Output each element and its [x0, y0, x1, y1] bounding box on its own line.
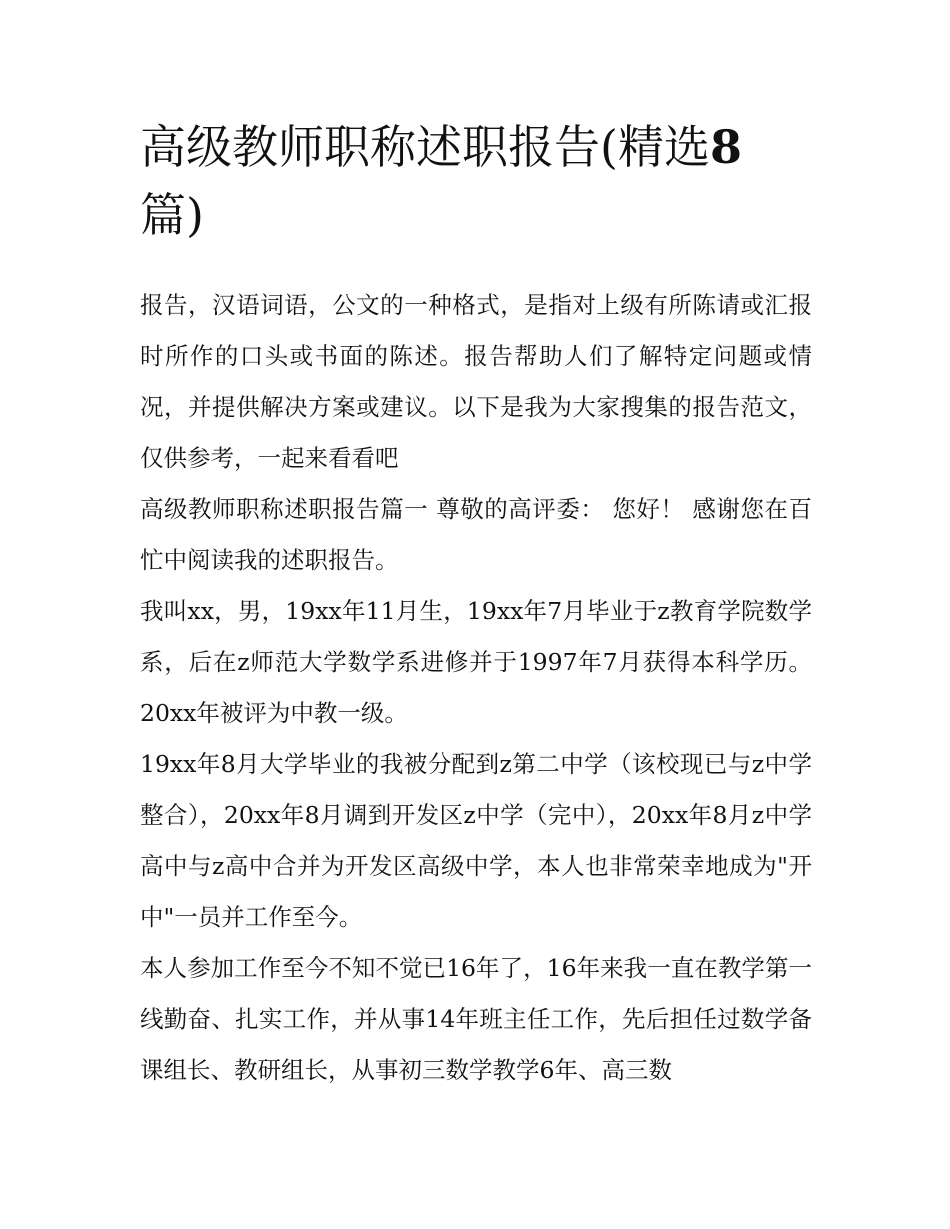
paragraph-personal-info: 我叫xx，男，19xx年11月生，19xx年7月毕业于z教育学院数学系，后在z师范大学数学系进修并于1997年7月获得本科学历。20xx年被评为中教一级。 [140, 597, 812, 727]
paragraph-intro: 报告，汉语词语，公文的一种格式，是指对上级有所陈请或汇报时所作的口头或书面的陈述。报告帮助人们了解特定问题或情况，并提供解决方案或建议。以下是我为大家搜集的报告范文，仅供参考，一起来看看吧 [140, 291, 812, 472]
document-title [140, 113, 812, 249]
document-body [140, 280, 812, 1096]
paragraph-work-history: 19xx年8月大学毕业的我被分配到z第二中学（该校现已与z中学整合），20xx年8月调到开发区z中学（完中），20xx年8月z中学高中与z高中合并为开发区高级中学，本人也非常荣幸地成为"开中"一员并工作至今。 [140, 750, 812, 931]
paragraph-teaching-experience: 本人参加工作至今不知不觉已16年了，16年来我一直在教学第一线勤奋、扎实工作，并从事14年班主任工作，先后担任过数学备课组长、教研组长，从事初三数学教学6年、高三数 [140, 954, 812, 1084]
title-number: 8 [709, 120, 742, 174]
paragraph-greeting: 高级教师职称述职报告篇一 尊敬的高评委： 您好！ 感谢您在百忙中阅读我的述职报告。 [140, 495, 812, 574]
title-main: 高级教师职称述职报告(精选 [140, 120, 710, 174]
title-end: 篇) [140, 188, 204, 242]
